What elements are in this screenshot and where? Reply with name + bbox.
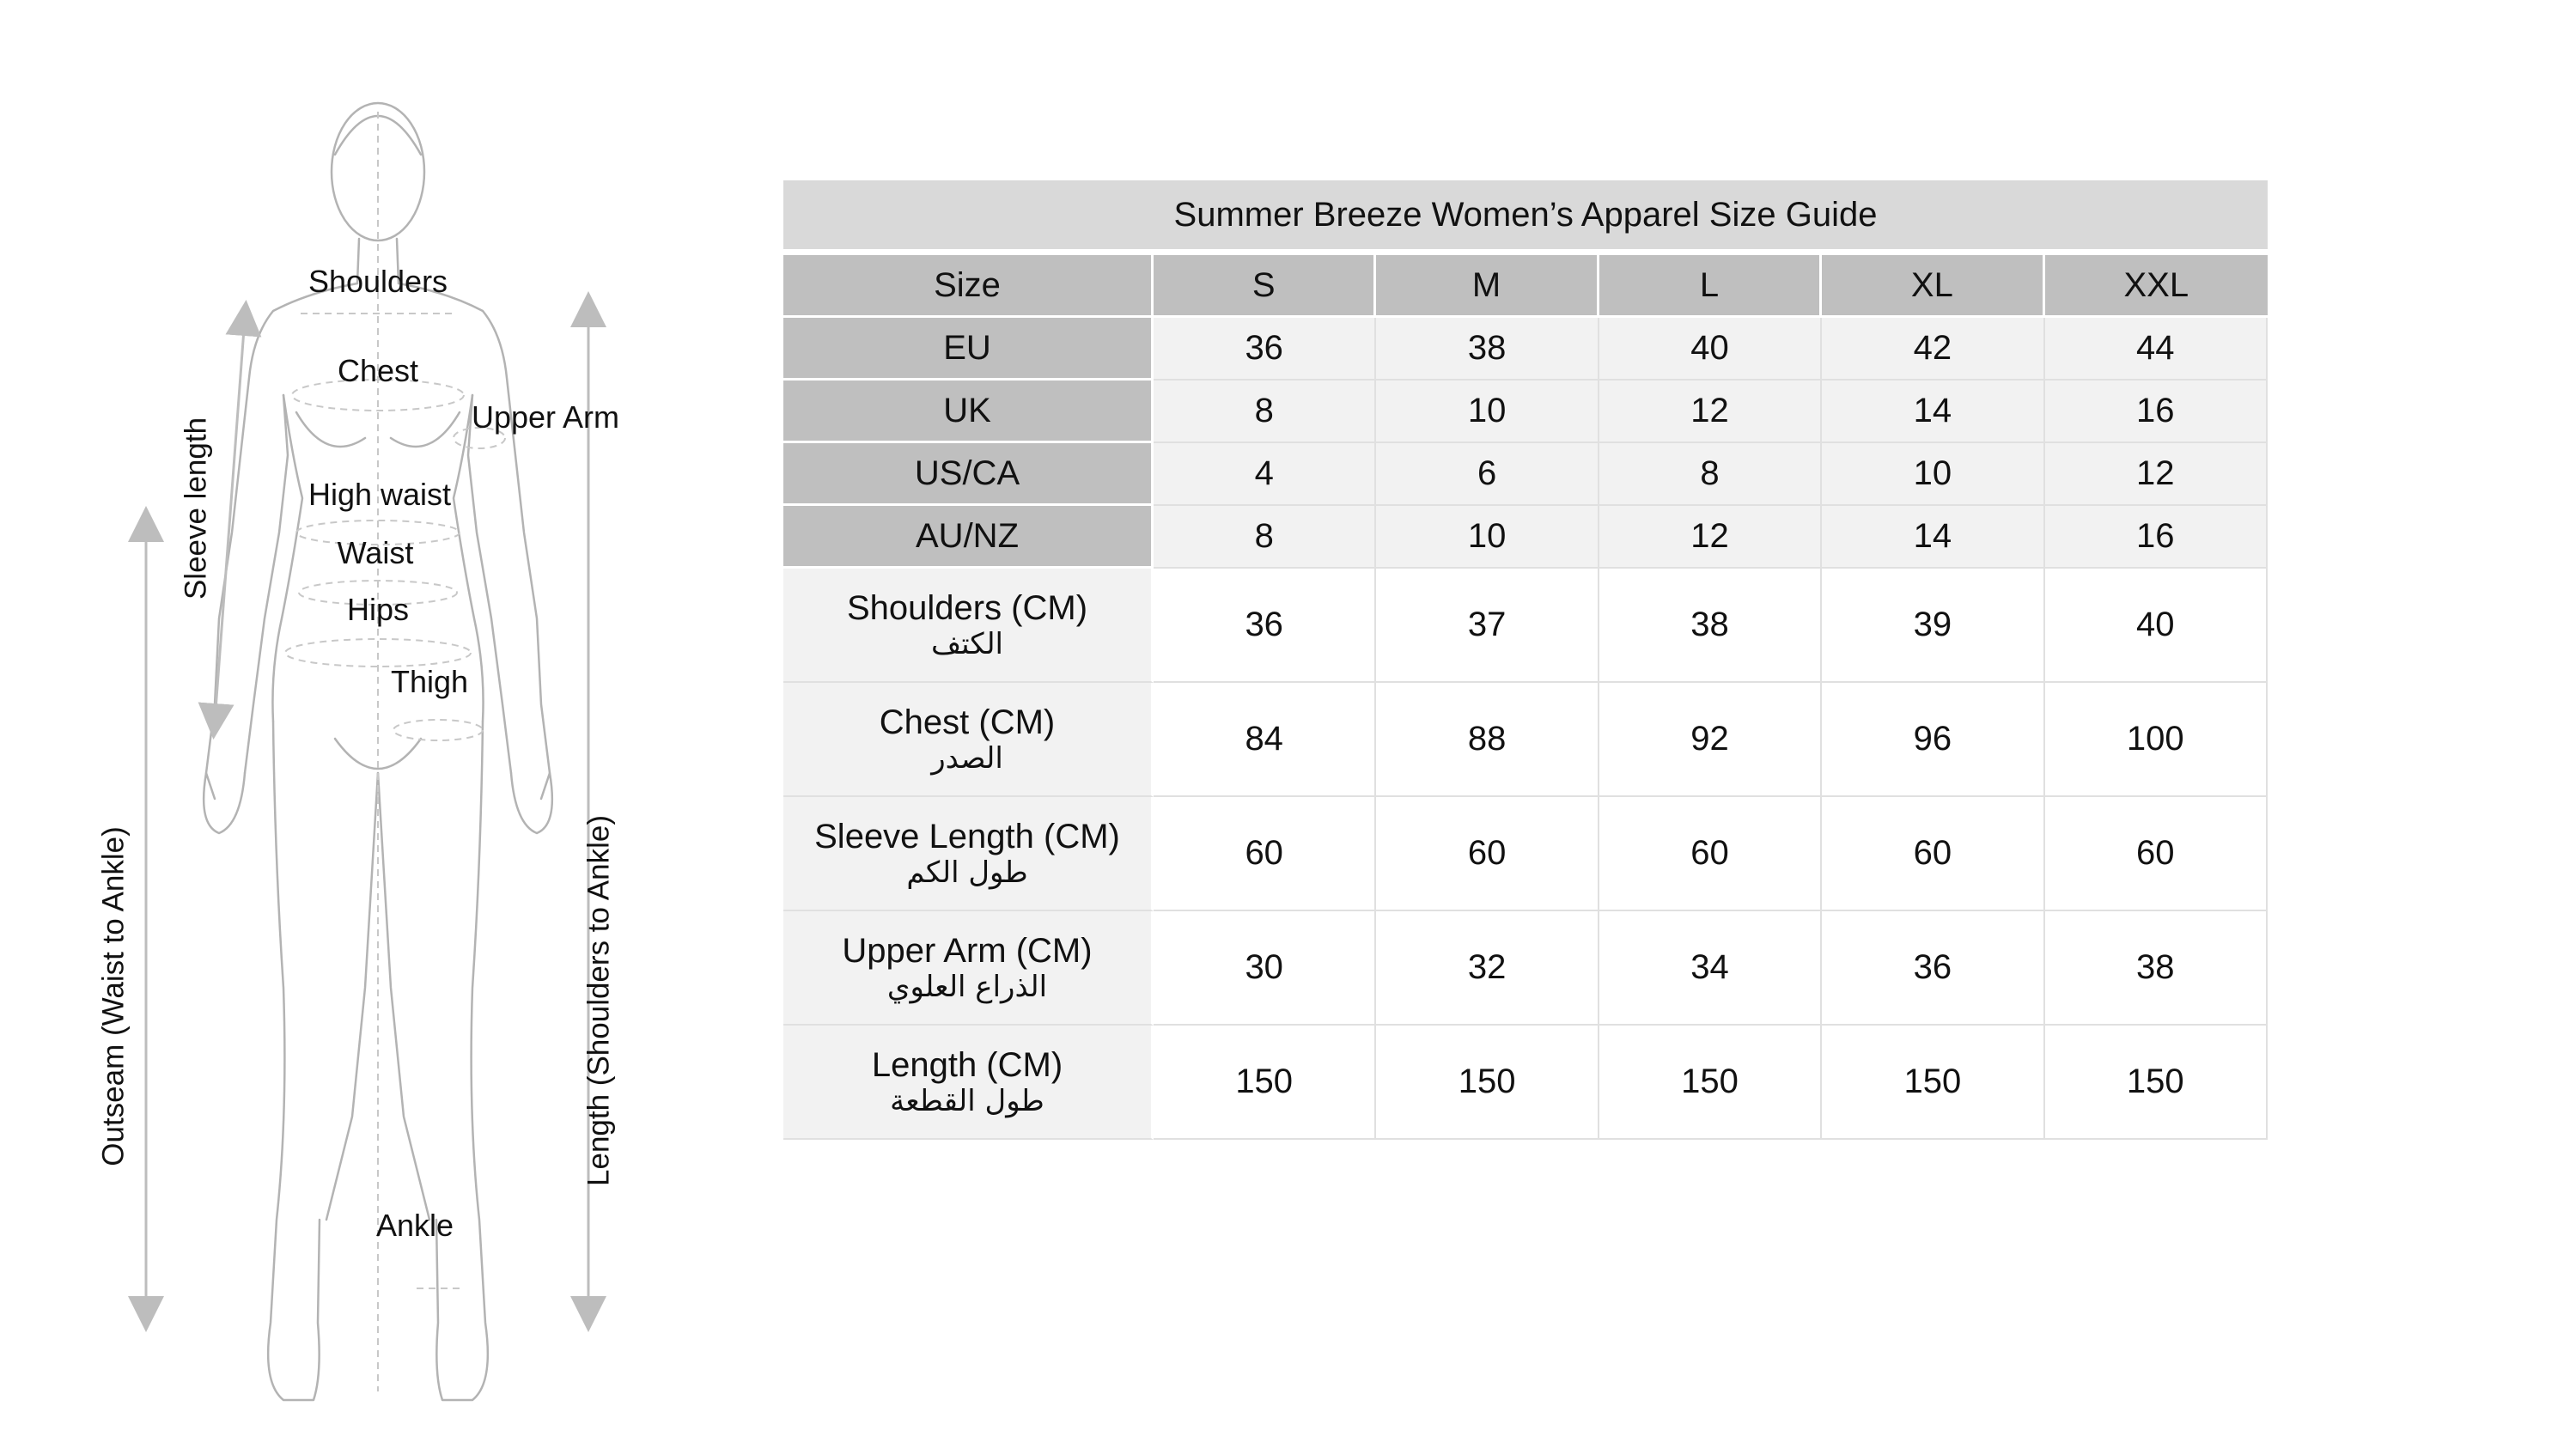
table-cell: 60	[1154, 797, 1376, 911]
row-label-shoulders	[783, 569, 1154, 683]
table-row	[783, 506, 2268, 569]
table-cell: 34	[1599, 911, 1822, 1026]
header-size-xl: XL	[1822, 255, 2044, 318]
table-cell: 42	[1822, 318, 2044, 381]
table-cell: 12	[2045, 443, 2268, 506]
table-cell: 100	[2045, 683, 2268, 797]
header-size-label: Size	[783, 255, 1154, 318]
row-label-sleeve-length	[783, 797, 1154, 911]
table-cell: 16	[2045, 381, 2268, 443]
table-cell: 84	[1154, 683, 1376, 797]
row-label-au-nz: AU/NZ	[783, 506, 1154, 569]
table-row	[783, 911, 2268, 1026]
table-row	[783, 569, 2268, 683]
header-size-m: M	[1376, 255, 1599, 318]
row-label-arabic: طول الكم	[906, 855, 1028, 890]
table-cell: 92	[1599, 683, 1822, 797]
table-row	[783, 683, 2268, 797]
table-cell: 14	[1822, 381, 2044, 443]
row-label-eu: EU	[783, 318, 1154, 381]
table-row	[783, 1026, 2268, 1140]
table-cell: 10	[1376, 506, 1599, 569]
row-label-english: Sleeve Length (CM)	[814, 817, 1120, 855]
table-cell: 40	[1599, 318, 1822, 381]
label-thigh: Thigh	[390, 664, 469, 699]
size-header-row	[783, 255, 2268, 318]
table-cell: 150	[2045, 1026, 2268, 1140]
label-outseam: Outseam (Waist to Ankle)	[96, 826, 131, 1166]
table-cell: 38	[1376, 318, 1599, 381]
table-cell: 150	[1822, 1026, 2044, 1140]
row-label-chest	[783, 683, 1154, 797]
row-label-arabic: الصدر	[931, 740, 1003, 776]
row-label-upper-arm	[783, 911, 1154, 1026]
table-cell: 36	[1154, 318, 1376, 381]
size-guide-table	[783, 180, 2268, 1140]
table-cell: 8	[1599, 443, 1822, 506]
label-waist: Waist	[337, 535, 414, 570]
row-label-us-ca: US/CA	[783, 443, 1154, 506]
table-cell: 150	[1154, 1026, 1376, 1140]
label-sleeve-length: Sleeve length	[179, 417, 213, 600]
table-cell: 60	[1376, 797, 1599, 911]
header-size-xxl: XXL	[2045, 255, 2268, 318]
label-chest: Chest	[337, 353, 419, 388]
table-row	[783, 797, 2268, 911]
table-cell: 88	[1376, 683, 1599, 797]
table-cell: 32	[1376, 911, 1599, 1026]
table-cell: 8	[1154, 506, 1376, 569]
row-label-english: Shoulders (CM)	[846, 588, 1088, 627]
header-size-l: L	[1599, 255, 1822, 318]
table-cell: 40	[2045, 569, 2268, 683]
measurement-rows	[783, 569, 2268, 1140]
table-title: Summer Breeze Women’s Apparel Size Guide	[783, 180, 2268, 255]
size-guide-table-container	[783, 180, 2268, 1140]
table-cell: 37	[1376, 569, 1599, 683]
table-cell: 38	[1599, 569, 1822, 683]
label-upper-arm: Upper Arm	[471, 399, 620, 435]
table-cell: 14	[1822, 506, 2044, 569]
table-cell: 12	[1599, 506, 1822, 569]
table-row	[783, 381, 2268, 443]
table-cell: 44	[2045, 318, 2268, 381]
label-high-waist: High waist	[308, 477, 452, 512]
table-cell: 60	[1599, 797, 1822, 911]
row-label-english: Length (CM)	[871, 1045, 1063, 1084]
table-row	[783, 318, 2268, 381]
table-cell: 10	[1376, 381, 1599, 443]
label-shoulders: Shoulders	[308, 264, 448, 299]
table-cell: 150	[1599, 1026, 1822, 1140]
row-label-arabic: طول القطعة	[890, 1083, 1044, 1118]
header-size-s: S	[1154, 255, 1376, 318]
row-label-arabic: الذراع العلوي	[886, 969, 1048, 1004]
row-label-english: Upper Arm (CM)	[842, 931, 1093, 970]
table-cell: 60	[2045, 797, 2268, 911]
table-cell: 6	[1376, 443, 1599, 506]
row-label-arabic: الكتف	[930, 626, 1004, 661]
table-cell: 10	[1822, 443, 2044, 506]
row-label-english: Chest (CM)	[879, 703, 1056, 741]
table-cell: 4	[1154, 443, 1376, 506]
table-row	[783, 443, 2268, 506]
table-cell: 36	[1154, 569, 1376, 683]
table-cell: 8	[1154, 381, 1376, 443]
table-cell: 38	[2045, 911, 2268, 1026]
label-length: Length (Shoulders to Ankle)	[582, 815, 616, 1186]
table-cell: 12	[1599, 381, 1822, 443]
table-cell: 60	[1822, 797, 2044, 911]
table-cell: 39	[1822, 569, 2044, 683]
table-cell: 150	[1376, 1026, 1599, 1140]
label-ankle: Ankle	[375, 1208, 454, 1243]
table-cell: 96	[1822, 683, 2044, 797]
table-cell: 30	[1154, 911, 1376, 1026]
row-label-uk: UK	[783, 381, 1154, 443]
title-row	[783, 180, 2268, 255]
table-cell: 16	[2045, 506, 2268, 569]
body-measurement-figure	[77, 86, 661, 1409]
conversion-rows	[783, 318, 2268, 569]
label-hips: Hips	[346, 592, 410, 627]
row-label-length	[783, 1026, 1154, 1140]
table-cell: 36	[1822, 911, 2044, 1026]
